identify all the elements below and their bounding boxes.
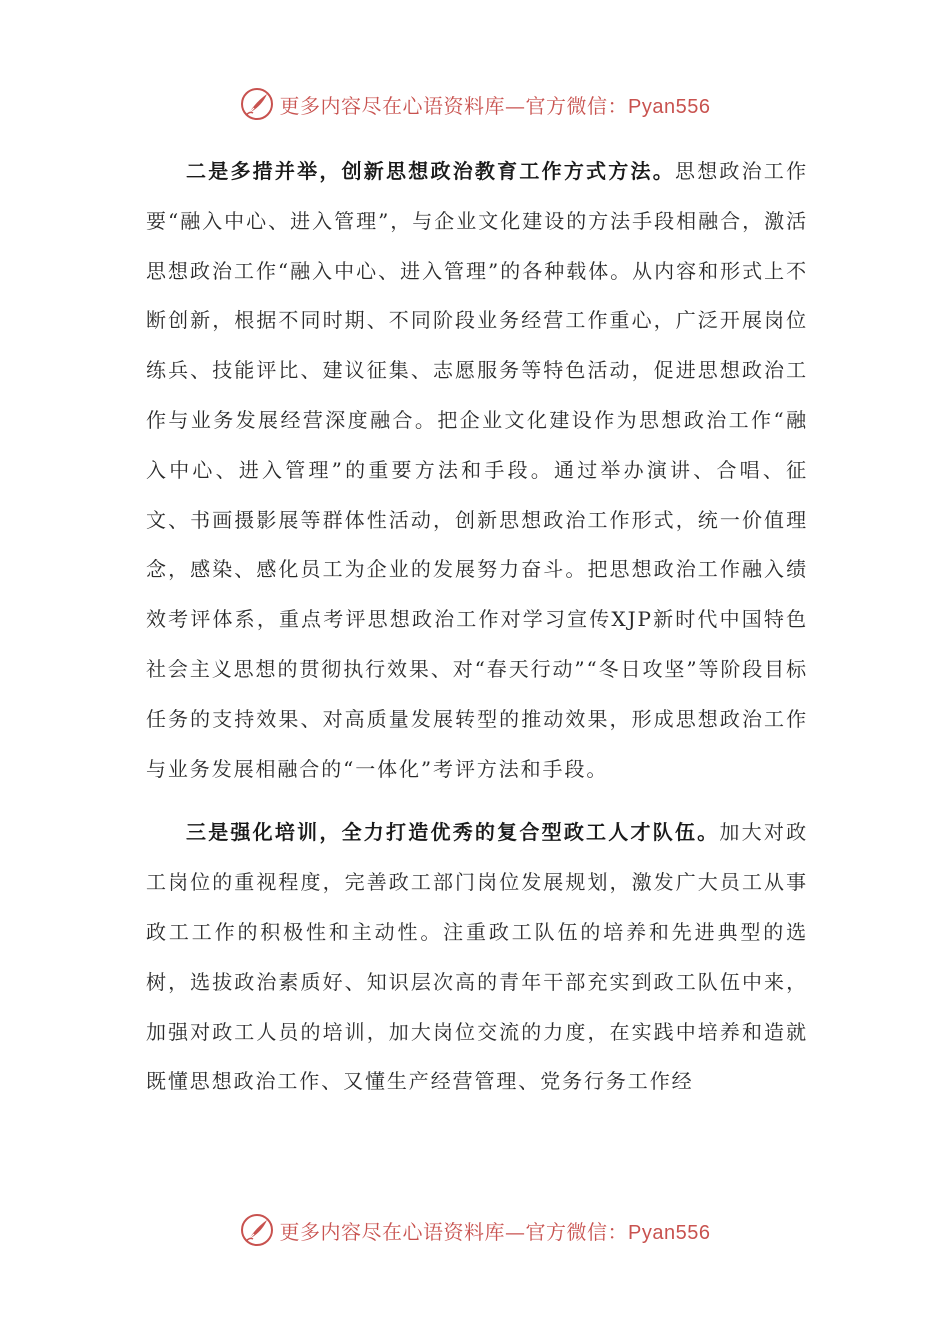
paragraph-2 xyxy=(146,808,808,1107)
paragraph-heading: 三是强化培训，全力打造优秀的复合型政工人才队伍。 xyxy=(186,820,720,845)
paragraph-body: 加大对政工岗位的重视程度，完善政工部门岗位发展规划，激发广大员工从事政工工作的积极性和主动性。注重政工队伍的培养和先进典型的选树，选拔政治素质好、知识层次高的青年干部充实到政工队伍中来，加强对政工人员的培训，加大岗位交流的力度，在实践中培养和造就既懂思想政治工作、又懂生产经营管理、党务行务工作经 xyxy=(146,820,808,1094)
banner-wechat-label: 官方微信： xyxy=(525,93,629,118)
footer-banner xyxy=(0,1210,950,1250)
banner-separator: — xyxy=(505,1219,526,1244)
paragraph-heading: 二是多措并举，创新思想政治教育工作方式方法。 xyxy=(186,159,675,183)
paragraph-body: 思想政治工作要“融入中心、进入管理”，与企业文化建设的方法手段相融合，激活思想政治工作“融入中心、进入管理”的各种载体。从内容和形式上不断创新，根据不同时期、不同阶段业务经营工作重心，广泛开展岗位练兵、技能评比、建议征集、志愿服务等特色活动，促进思想政治工作与业务发展经营深度融合。把企业文化建设作为思想政治工作“融入中心、进入管理”的重要方法和手段。通过举办演讲、合唱、征文、书画摄影展等群体性活动，创新思想政治工作形式，统一价值理念，感染、感化员工为企业的发展努力奋斗。把思想政治工作融入绩效考评体系，重点考评思想政治工作对学习宣传XJP新时代中国特色社会主义思想的贯彻执行效果、对“春天行动”“冬日攻坚”等阶段目标任务的支持效果、对高质量发展转型的推动效果，形成思想政治工作与业务发展相融合的“一体化”考评方法和手段。 xyxy=(146,159,808,781)
document-body xyxy=(146,147,808,1107)
quill-logo-icon xyxy=(240,87,274,121)
banner-wechat-id: Pyan556 xyxy=(628,95,711,118)
banner-separator: — xyxy=(505,93,526,118)
banner-wechat-label: 官方微信： xyxy=(525,1219,629,1244)
quill-logo-icon xyxy=(240,1213,274,1247)
header-banner xyxy=(0,84,950,124)
banner-text xyxy=(280,90,711,119)
banner-slogan: 更多内容尽在心语资料库 xyxy=(279,1219,506,1244)
banner-text xyxy=(280,1216,711,1245)
banner-slogan: 更多内容尽在心语资料库 xyxy=(279,93,506,118)
banner-wechat-id: Pyan556 xyxy=(628,1221,711,1244)
paragraph-1 xyxy=(146,147,808,794)
